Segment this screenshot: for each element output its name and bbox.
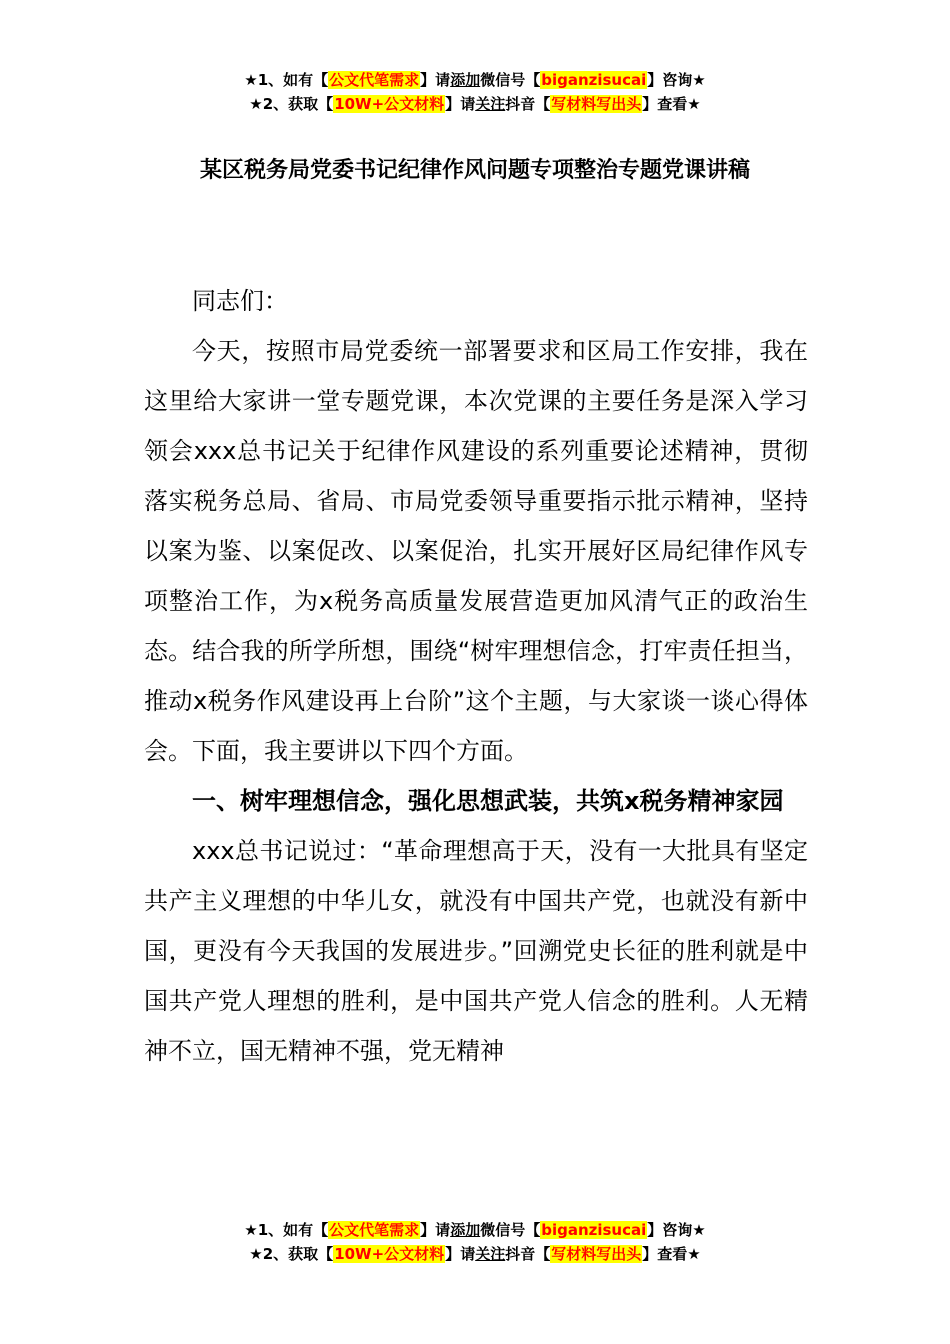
header-banner [0,68,950,116]
banner-text: 】查看★ [642,1245,701,1263]
paragraph-intro: 今天，按照市局党委统一部署要求和区局工作安排，我在这里给大家讲一堂专题党课，本次党课的主要任务是深入学习领会xxx总书记关于纪律作风建设的系列重要论述精神，贯彻落实税务总局、省局、市局党委领导重要指示批示精神，坚持以案为鉴、以案促改、以案促治，扎实开展好区局纪律作风专项整治工作，为x税务高质量发展营造更加风清气正的政治生态。结合我的所学所想，围绕“树牢理想信念，打牢责任担当，推动x税务作风建设再上台阶”这个主题，与大家谈一谈心得体会。下面，我主要讲以下四个方面。 [144,337,808,765]
document-body [144,276,808,1076]
banner-text: 】请 [420,71,451,89]
banner-text: 】查看★ [642,95,701,113]
banner-text: 微信号【 [480,71,541,89]
highlight-materials: 10W+公文材料 [334,1245,445,1263]
underlined-text: 关注 [475,95,506,113]
banner-text: ★2、获取【 [249,95,334,113]
section-heading-1: 一、树牢理想信念，强化思想武装，共筑x税务精神家园 [192,787,784,815]
header-banner-line-2 [0,92,950,116]
underlined-text: 添加 [450,1221,481,1239]
banner-text: 】请 [445,1245,476,1263]
paragraph-section-1: xxx总书记说过：“革命理想高于天，没有一大批具有坚定共产主义理想的中华儿女，就没有中国共产党，也就没有新中国，更没有今天我国的发展进步。”回溯党史长征的胜利就是中国共产党人理想的胜利，是中国共产党人信念的胜利。人无精神不立，国无精神不强，党无精神 [144,837,808,1065]
underlined-text: 添加 [450,71,481,89]
banner-text: 】咨询★ [647,1221,706,1239]
footer-banner-line-2 [0,1242,950,1266]
banner-text: 抖音【 [505,1245,551,1263]
banner-text: 】咨询★ [647,71,706,89]
highlight-ghostwriting: 公文代笔需求 [329,71,420,89]
highlight-douyin-account: 写材料写出头 [551,95,642,113]
highlight-douyin-account: 写材料写出头 [551,1245,642,1263]
salutation: 同志们： [192,287,288,315]
footer-banner [0,1218,950,1266]
document-title: 某区税务局党委书记纪律作风问题专项整治专题党课讲稿 [199,158,750,183]
underlined-text: 关注 [475,1245,506,1263]
banner-text: 】请 [420,1221,451,1239]
highlight-wechat-id: biganzisucai [541,71,647,89]
footer-banner-line-1 [0,1218,950,1242]
highlight-wechat-id: biganzisucai [541,1221,647,1239]
banner-text: ★1、如有【 [244,71,329,89]
header-banner-line-1 [0,68,950,92]
banner-text: ★2、获取【 [249,1245,334,1263]
banner-text: ★1、如有【 [244,1221,329,1239]
banner-text: 微信号【 [480,1221,541,1239]
banner-text: 】请 [445,95,476,113]
highlight-materials: 10W+公文材料 [334,95,445,113]
banner-text: 抖音【 [505,95,551,113]
highlight-ghostwriting: 公文代笔需求 [329,1221,420,1239]
